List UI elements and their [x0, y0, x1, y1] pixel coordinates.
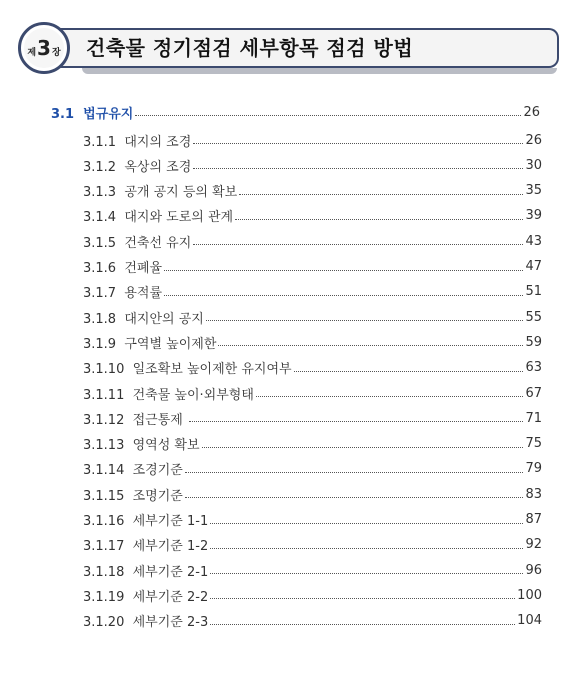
toc-page-number: 71: [525, 410, 542, 426]
toc-item[interactable]: [83, 156, 542, 174]
toc-dot-leader: [202, 446, 524, 448]
toc-page-number: 39: [525, 208, 542, 224]
toc-item[interactable]: [83, 561, 542, 579]
toc-section-label: 3.1 법규유지: [51, 106, 134, 122]
toc-item[interactable]: [83, 258, 542, 276]
chapter-header: [18, 20, 563, 76]
toc-item-label: 3.1.10 일조확보 높이제한 유지여부: [83, 362, 292, 378]
toc-page-number: 47: [525, 259, 542, 274]
toc-item[interactable]: [83, 409, 542, 427]
toc-item-label: 3.1.5 건축선 유지: [83, 235, 192, 251]
toc-dot-leader: [210, 572, 523, 574]
toc-item-label: 3.1.17 세부기준 1-2: [83, 539, 209, 555]
toc-item-label: 3.1.11 건축물 높이·외부형태: [83, 387, 254, 403]
toc-page-number: 59: [525, 334, 542, 350]
toc-dot-leader: [189, 420, 523, 422]
toc-item[interactable]: [83, 131, 542, 149]
toc-section-heading[interactable]: [51, 103, 540, 121]
toc-dot-leader: [193, 142, 523, 144]
toc-dot-leader: [193, 243, 523, 245]
toc-item[interactable]: [83, 232, 542, 250]
toc-page-number: 63: [525, 360, 542, 376]
toc-page-number: 67: [525, 385, 542, 401]
toc-page-number: 26: [523, 104, 540, 120]
chapter-prefix: 제: [27, 48, 37, 58]
toc-dot-leader: [210, 547, 523, 549]
toc-dot-leader: [294, 370, 524, 372]
toc-dot-leader: [210, 623, 515, 625]
toc-item-label: 3.1.2 옥상의 조경: [83, 159, 192, 175]
toc-page-number: 51: [525, 284, 542, 300]
toc-page-number: 83: [525, 486, 542, 502]
toc-dot-leader: [164, 269, 523, 271]
toc-item-label: 3.1.18 세부기준 2-1: [83, 564, 209, 580]
toc-item[interactable]: [83, 612, 542, 630]
toc-item-label: 3.1.19 세부기준 2-2: [83, 589, 209, 605]
toc-item[interactable]: [83, 460, 542, 478]
toc-page-number: 26: [525, 132, 542, 148]
toc-dot-leader: [239, 193, 523, 195]
toc-item-label: 3.1.3 공개 공지 등의 확보: [83, 185, 238, 201]
toc-item-label: 3.1.16 세부기준 1-1: [83, 514, 209, 529]
toc-page-number: 35: [525, 183, 542, 199]
toc-item[interactable]: [83, 536, 542, 554]
toc-dot-leader: [235, 218, 523, 220]
toc-item-label: 3.1.6 건폐율: [83, 261, 163, 276]
toc-page-number: 87: [525, 512, 542, 527]
toc-dot-leader: [206, 319, 524, 321]
toc-dot-leader: [164, 294, 523, 296]
toc-page-number: 92: [525, 537, 542, 553]
toc-item-label: 3.1.1 대지의 조경: [83, 134, 192, 150]
chapter-suffix: 장: [51, 48, 61, 58]
toc-page-number: 75: [525, 436, 542, 452]
toc-item-label: 3.1.20 세부기준 2-3: [83, 615, 209, 631]
toc-item-label: 3.1.7 용적률: [83, 286, 163, 302]
toc-item-label: 3.1.14 조경기준: [83, 463, 183, 479]
toc-dot-leader: [185, 471, 524, 473]
toc-item[interactable]: [83, 485, 542, 503]
toc-page-number: 100: [517, 587, 542, 603]
toc-item[interactable]: [83, 511, 542, 529]
chapter-badge-inner: [24, 28, 64, 68]
chapter-badge: [18, 22, 70, 74]
toc-item[interactable]: [83, 333, 542, 351]
toc-page-number: 104: [517, 613, 542, 629]
toc-item[interactable]: [83, 207, 542, 225]
toc-dot-leader: [185, 496, 524, 498]
toc-item-label: 3.1.4 대지와 도로의 관계: [83, 210, 234, 226]
toc-item-label: 3.1.9 구역별 높이제한: [83, 336, 217, 352]
toc-item[interactable]: [83, 586, 542, 604]
toc-page-number: 96: [525, 562, 542, 578]
toc-item[interactable]: [83, 283, 542, 301]
chapter-number: 3: [37, 36, 51, 60]
toc-item[interactable]: [83, 308, 542, 326]
toc-item[interactable]: [83, 182, 542, 200]
toc-item-label: 3.1.8 대지안의 공지: [83, 311, 204, 327]
toc-page-number: 30: [525, 157, 542, 173]
toc-item[interactable]: [83, 359, 542, 377]
toc-item[interactable]: [83, 384, 542, 402]
toc-item-label: 3.1.13 영역성 확보: [83, 438, 200, 454]
chapter-title: 건축물 정기점검 세부항목 점검 방법: [86, 36, 414, 60]
toc-page-number: 43: [525, 233, 542, 249]
toc-dot-leader: [210, 597, 515, 599]
toc-dot-leader: [193, 167, 523, 169]
toc-item-label: 3.1.15 조명기준: [83, 488, 183, 504]
toc-item-label: 3.1.12 접근통제: [83, 412, 187, 428]
toc-dot-leader: [218, 344, 523, 346]
toc-page-number: 79: [525, 461, 542, 477]
toc-item[interactable]: [83, 435, 542, 453]
toc-dot-leader: [135, 114, 521, 116]
toc-page-number: 55: [525, 309, 542, 325]
toc-dot-leader: [256, 395, 524, 397]
toc-dot-leader: [210, 522, 523, 524]
